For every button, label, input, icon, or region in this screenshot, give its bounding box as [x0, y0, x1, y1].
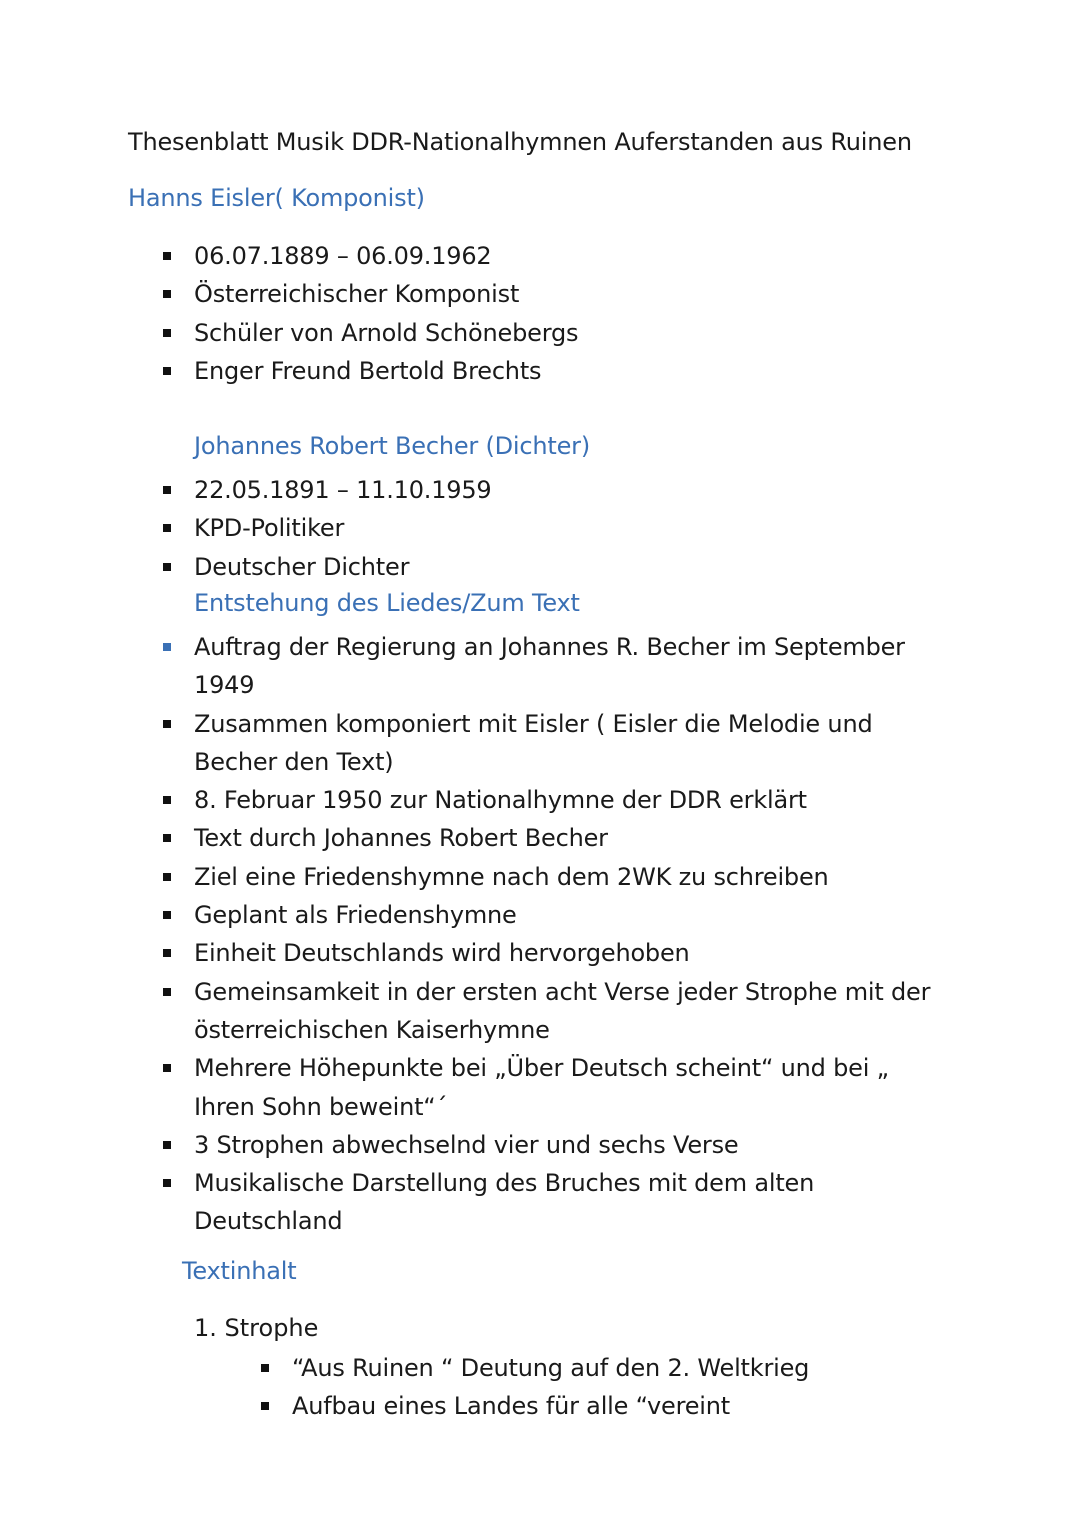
heading-textinhalt: Textinhalt [182, 1257, 297, 1285]
bullet-icon [261, 1364, 269, 1372]
bullet-icon [163, 834, 171, 842]
heading-hanns-eisler: Hanns Eisler( Komponist) [128, 184, 425, 212]
list-item: Österreichischer Komponist [0, 275, 934, 313]
list-item: 06.07.1889 – 06.09.1962 [0, 237, 934, 275]
list-item: “Aus Ruinen “ Deutung auf den 2. Weltkrieg [0, 1349, 932, 1387]
bullet-icon [163, 563, 171, 571]
list-item: Enger Freund Bertold Brechts [0, 352, 934, 390]
list-item: Text durch Johannes Robert Becher [0, 819, 934, 857]
list-item: 3 Strophen abwechselnd vier und sechs Verse [0, 1126, 934, 1164]
bullet-icon [261, 1402, 269, 1410]
heading-johannes-becher: Johannes Robert Becher (Dichter) [194, 432, 591, 460]
bullet-icon [163, 720, 171, 728]
list-item: KPD-Politiker [0, 509, 934, 547]
bullet-icon [163, 643, 171, 651]
list-item: Zusammen komponiert mit Eisler ( Eisler die Melodie und Becher den Text) [0, 705, 934, 782]
list-item: Mehrere Höhepunkte bei „Über Deutsch scheint“ und bei „ Ihren Sohn beweint“´ [0, 1049, 934, 1126]
bullet-icon [163, 1064, 171, 1072]
list-item: Deutscher Dichter [0, 548, 934, 586]
list-item: Gemeinsamkeit in der ersten acht Verse jeder Strophe mit der österreichischen Kaiserhymne [0, 973, 934, 1050]
bullet-icon [163, 367, 171, 375]
bullet-icon [163, 911, 171, 919]
list-johannes-becher [0, 471, 934, 586]
list-item: 22.05.1891 – 11.10.1959 [0, 471, 934, 509]
list-item: Auftrag der Regierung an Johannes R. Becher im September 1949 [0, 628, 934, 705]
bullet-icon [163, 988, 171, 996]
bullet-icon [163, 796, 171, 804]
list-item: Ziel eine Friedenshymne nach dem 2WK zu schreiben [0, 858, 934, 896]
list-item: Einheit Deutschlands wird hervorgehoben [0, 934, 934, 972]
heading-entstehung: Entstehung des Liedes/Zum Text [194, 589, 580, 617]
document-title: Thesenblatt Musik DDR-Nationalhymnen Auferstanden aus Ruinen [128, 128, 912, 156]
bullet-icon [163, 486, 171, 494]
list-item: Schüler von Arnold Schönebergs [0, 314, 934, 352]
list-item: Geplant als Friedenshymne [0, 896, 934, 934]
list-item: Musikalische Darstellung des Bruches mit dem alten Deutschland [0, 1164, 934, 1241]
bullet-icon [163, 524, 171, 532]
list-entstehung [0, 628, 934, 1241]
bullet-icon [163, 1141, 171, 1149]
list-hanns-eisler [0, 237, 934, 390]
bullet-icon [163, 873, 171, 881]
bullet-icon [163, 290, 171, 298]
list-item: Aufbau eines Landes für alle “vereint [0, 1387, 932, 1425]
bullet-icon [163, 329, 171, 337]
bullet-icon [163, 949, 171, 957]
list-strophe [0, 1349, 932, 1425]
bullet-icon [163, 252, 171, 260]
bullet-icon [163, 1179, 171, 1187]
list-item: 8. Februar 1950 zur Nationalhymne der DDR erklärt [0, 781, 934, 819]
numbered-item-strophe: 1. Strophe [194, 1314, 319, 1342]
